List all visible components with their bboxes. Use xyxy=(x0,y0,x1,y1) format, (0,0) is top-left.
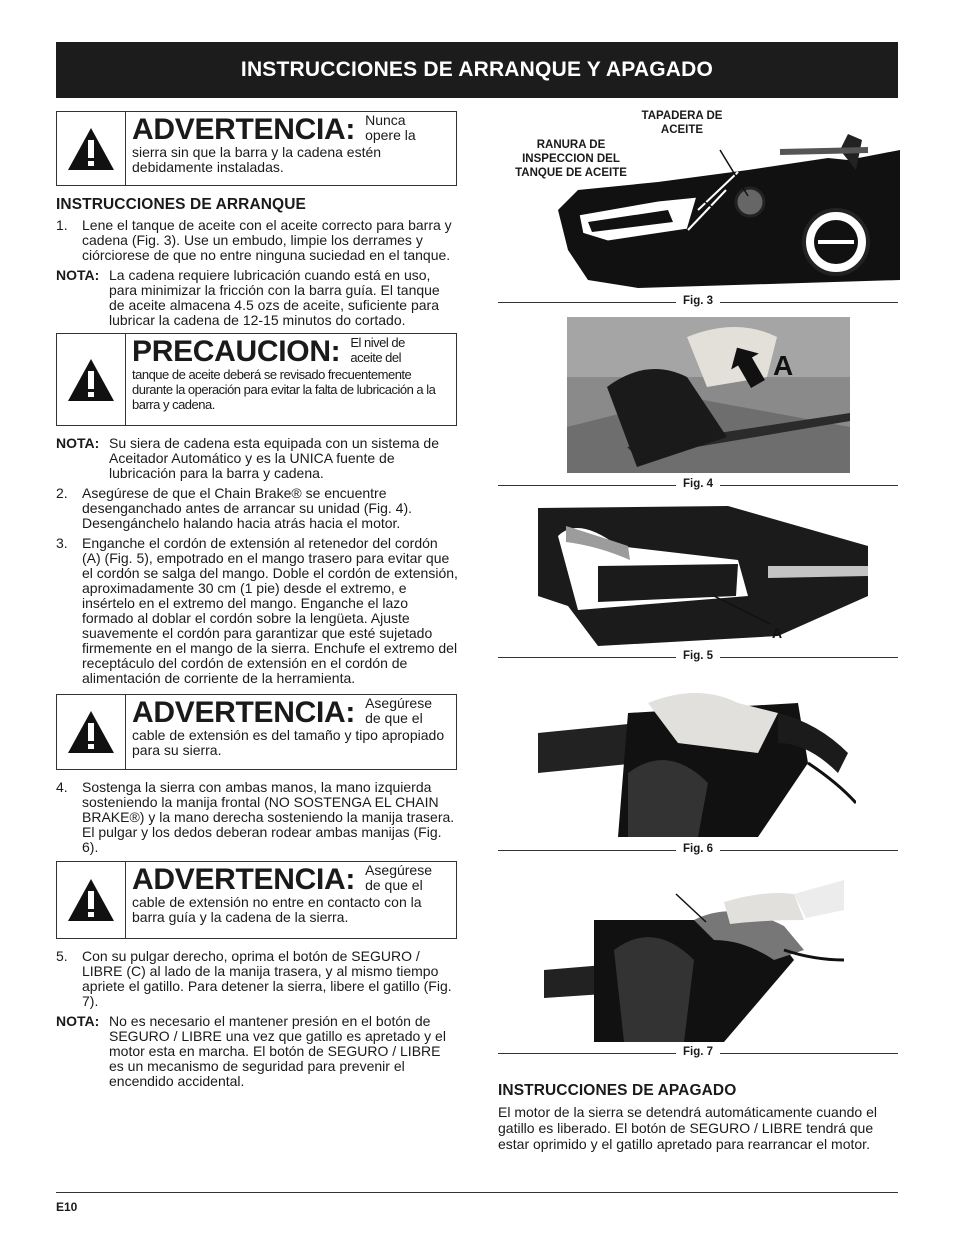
nota-label: NOTA: xyxy=(56,1013,100,1029)
fig-3-caption-rule xyxy=(498,295,898,309)
cord-retainer-photo xyxy=(538,506,868,652)
section-heading-arranque: INSTRUCCIONES DE ARRANQUE xyxy=(56,196,306,213)
step-number: 1. xyxy=(56,217,68,233)
warning-triangle-icon xyxy=(57,695,126,769)
page-number: E10 xyxy=(56,1200,78,1214)
fig-5-label: Fig. 5 xyxy=(676,650,720,662)
step-1 xyxy=(56,218,458,263)
shutdown-section xyxy=(498,1082,898,1152)
nota-2 xyxy=(56,436,458,481)
nota-label: NOTA: xyxy=(56,267,100,283)
caution-text-a: El nivel de xyxy=(350,335,405,350)
nota-3 xyxy=(56,1014,458,1089)
step-2 xyxy=(56,486,458,531)
warning-triangle-icon xyxy=(57,862,126,938)
warning-text-a: Asegúrese xyxy=(365,695,433,711)
fig-6-caption-rule xyxy=(498,843,898,857)
warning-label: ADVERTENCIA: xyxy=(132,696,356,729)
fig-5-callout: A xyxy=(772,625,783,641)
fig-7-label: Fig. 7 xyxy=(676,1046,720,1058)
step-text: Enganche el cordón de extensión al retenedor del cordón (A) (Fig. 5), empotrado en el mango trasero para evitar que el cordón se salga del mango. Doble el cordón de extensión, aproximadamente 30 cm (1 pie) desde el extremo, e insértelo en el extremo del mango. Enganche el lazo formado al doblar el cordón sobre la lengüeta. Ajuste suavemente el cordón para garantizar que esté sujetado firmemente en el mango de la sierra. Enchufe el extremo del receptáculo del cordón de extensión en el cordón de alimentación de corriente de la herramienta. xyxy=(82,535,458,686)
nota-label: NOTA: xyxy=(56,435,100,451)
step-text: Asegúrese de que el Chain Brake® se encuentre desenganchado antes de arrancar su unidad (Fig. 4). Desengánchelo halando hacia atrás hacia el motor. xyxy=(82,485,412,531)
warning-label: ADVERTENCIA: xyxy=(132,863,356,896)
fig-7-caption-rule xyxy=(498,1046,898,1060)
step-number: 2. xyxy=(56,485,68,501)
callout-oil-cap: TAPADERA DE ACEITE xyxy=(641,110,723,136)
left-column xyxy=(56,111,458,1094)
fig-4-callout: A xyxy=(773,350,794,381)
nota-text: Su siera de cadena esta equipada con un sistema de Aceitador Automático y es la UNICA fuente de lubricación para la barra y cadena. xyxy=(109,435,440,481)
caution-box xyxy=(56,333,457,426)
warning-text-b: de que el xyxy=(365,710,423,726)
fig-3-label: Fig. 3 xyxy=(676,295,720,307)
warning-text-rest: cable de extensión no entre en contacto con la barra guía y la cadena de la sierra. xyxy=(132,894,422,925)
warning-text-b: de que el xyxy=(365,877,423,893)
chain-brake-photo xyxy=(567,317,850,473)
step-text: Con su pulgar derecho, oprima el botón de SEGURO / LIBRE (C) al lado de la manija trasera, y al mismo tiempo apriete el gatillo. Para detener la sierra, libere el gatillo (Fig. 7). xyxy=(82,948,452,1009)
callout-inspection-slot: RANURA DE INSPECCION DEL TANQUE DE ACEITE xyxy=(515,139,627,179)
fig-5-caption-rule xyxy=(498,650,898,664)
lock-off-button-photo xyxy=(544,880,844,1042)
warning-triangle-icon xyxy=(57,334,126,425)
step-text: Lene el tanque de aceite con el aceite correcto para barra y cadena (Fig. 3). Use un embudo, limpie los derrames y ciórciorese de que no entre ninguna suciedad en el tanque. xyxy=(82,217,452,263)
nota-text: No es necesario el mantener presión en el botón de SEGURO / LIBRE una vez que gatillo es apretado y el motor esta en marcha. El botón de SEGURO / LIBRE es un mecanismo de seguridad para prevenir el encendido accidental. xyxy=(109,1013,446,1089)
page-title: INSTRUCCIONES DE ARRANQUE Y APAGADO xyxy=(240,58,714,81)
right-column xyxy=(498,0,898,1235)
step-number: 5. xyxy=(56,948,68,964)
warning-triangle-icon xyxy=(57,112,126,185)
shutdown-text: El motor de la sierra se detendrá automáticamente cuando el gatillo es liberado. El botón de SEGURO / LIBRE tendrá que estar oprimido y el gatillo apretado para rearrancar el motor. xyxy=(498,1104,877,1152)
step-text: Sostenga la sierra con ambas manos, la mano izquierda sosteniendo la manija frontal (NO SOSTENGA EL CHAIN BRAKE®) y la mano derecha sosteniendo la manija trasera. El pulgar y los dedos deberan rodear ambas manijas (Fig. 6). xyxy=(82,779,455,855)
fig-4-caption-rule xyxy=(498,478,898,492)
chainsaw-oil-tank-illustration xyxy=(548,130,900,296)
warning-text-a: Asegúrese xyxy=(365,862,433,878)
fig-4-label: Fig. 4 xyxy=(676,478,720,490)
caution-text-rest: tanque de aceite deberá se revisado frecuentemente durante la operación para evitar la falta de lubricación a la barra y cadena. xyxy=(132,367,436,412)
caution-text-b: aceite del xyxy=(350,350,402,365)
step-4 xyxy=(56,780,458,855)
section-heading-apagado: INSTRUCCIONES DE APAGADO xyxy=(498,1082,737,1099)
warning-text-rest: sierra sin que la barra y la cadena estén debidamente instaladas. xyxy=(132,144,382,175)
warning-box-3 xyxy=(56,861,457,939)
warning-label: ADVERTENCIA: xyxy=(132,113,356,146)
warning-text-a: Nunca xyxy=(365,112,406,128)
caution-label: PRECAUCION: xyxy=(132,335,341,368)
warning-box-1 xyxy=(56,111,457,186)
step-number: 4. xyxy=(56,779,68,795)
warning-text-b: opere la xyxy=(365,127,416,143)
fig-6-label: Fig. 6 xyxy=(676,843,720,855)
two-handed-grip-photo xyxy=(538,683,856,837)
nota-1 xyxy=(56,268,458,328)
warning-box-2 xyxy=(56,694,457,770)
step-3 xyxy=(56,536,458,686)
step-number: 3. xyxy=(56,535,68,551)
nota-text: La cadena requiere lubricación cuando está en uso, para minimizar la fricción con la barra guía. El tanque de aceite almacena 4.5 ozs de aceite, suficiente para lubricar la cadena de 12-15 minutos do cortado. xyxy=(109,267,440,328)
footer-divider xyxy=(56,1192,898,1193)
step-5 xyxy=(56,949,458,1009)
warning-text-rest: cable de extensión es del tamaño y tipo apropiado para su sierra. xyxy=(132,727,445,758)
